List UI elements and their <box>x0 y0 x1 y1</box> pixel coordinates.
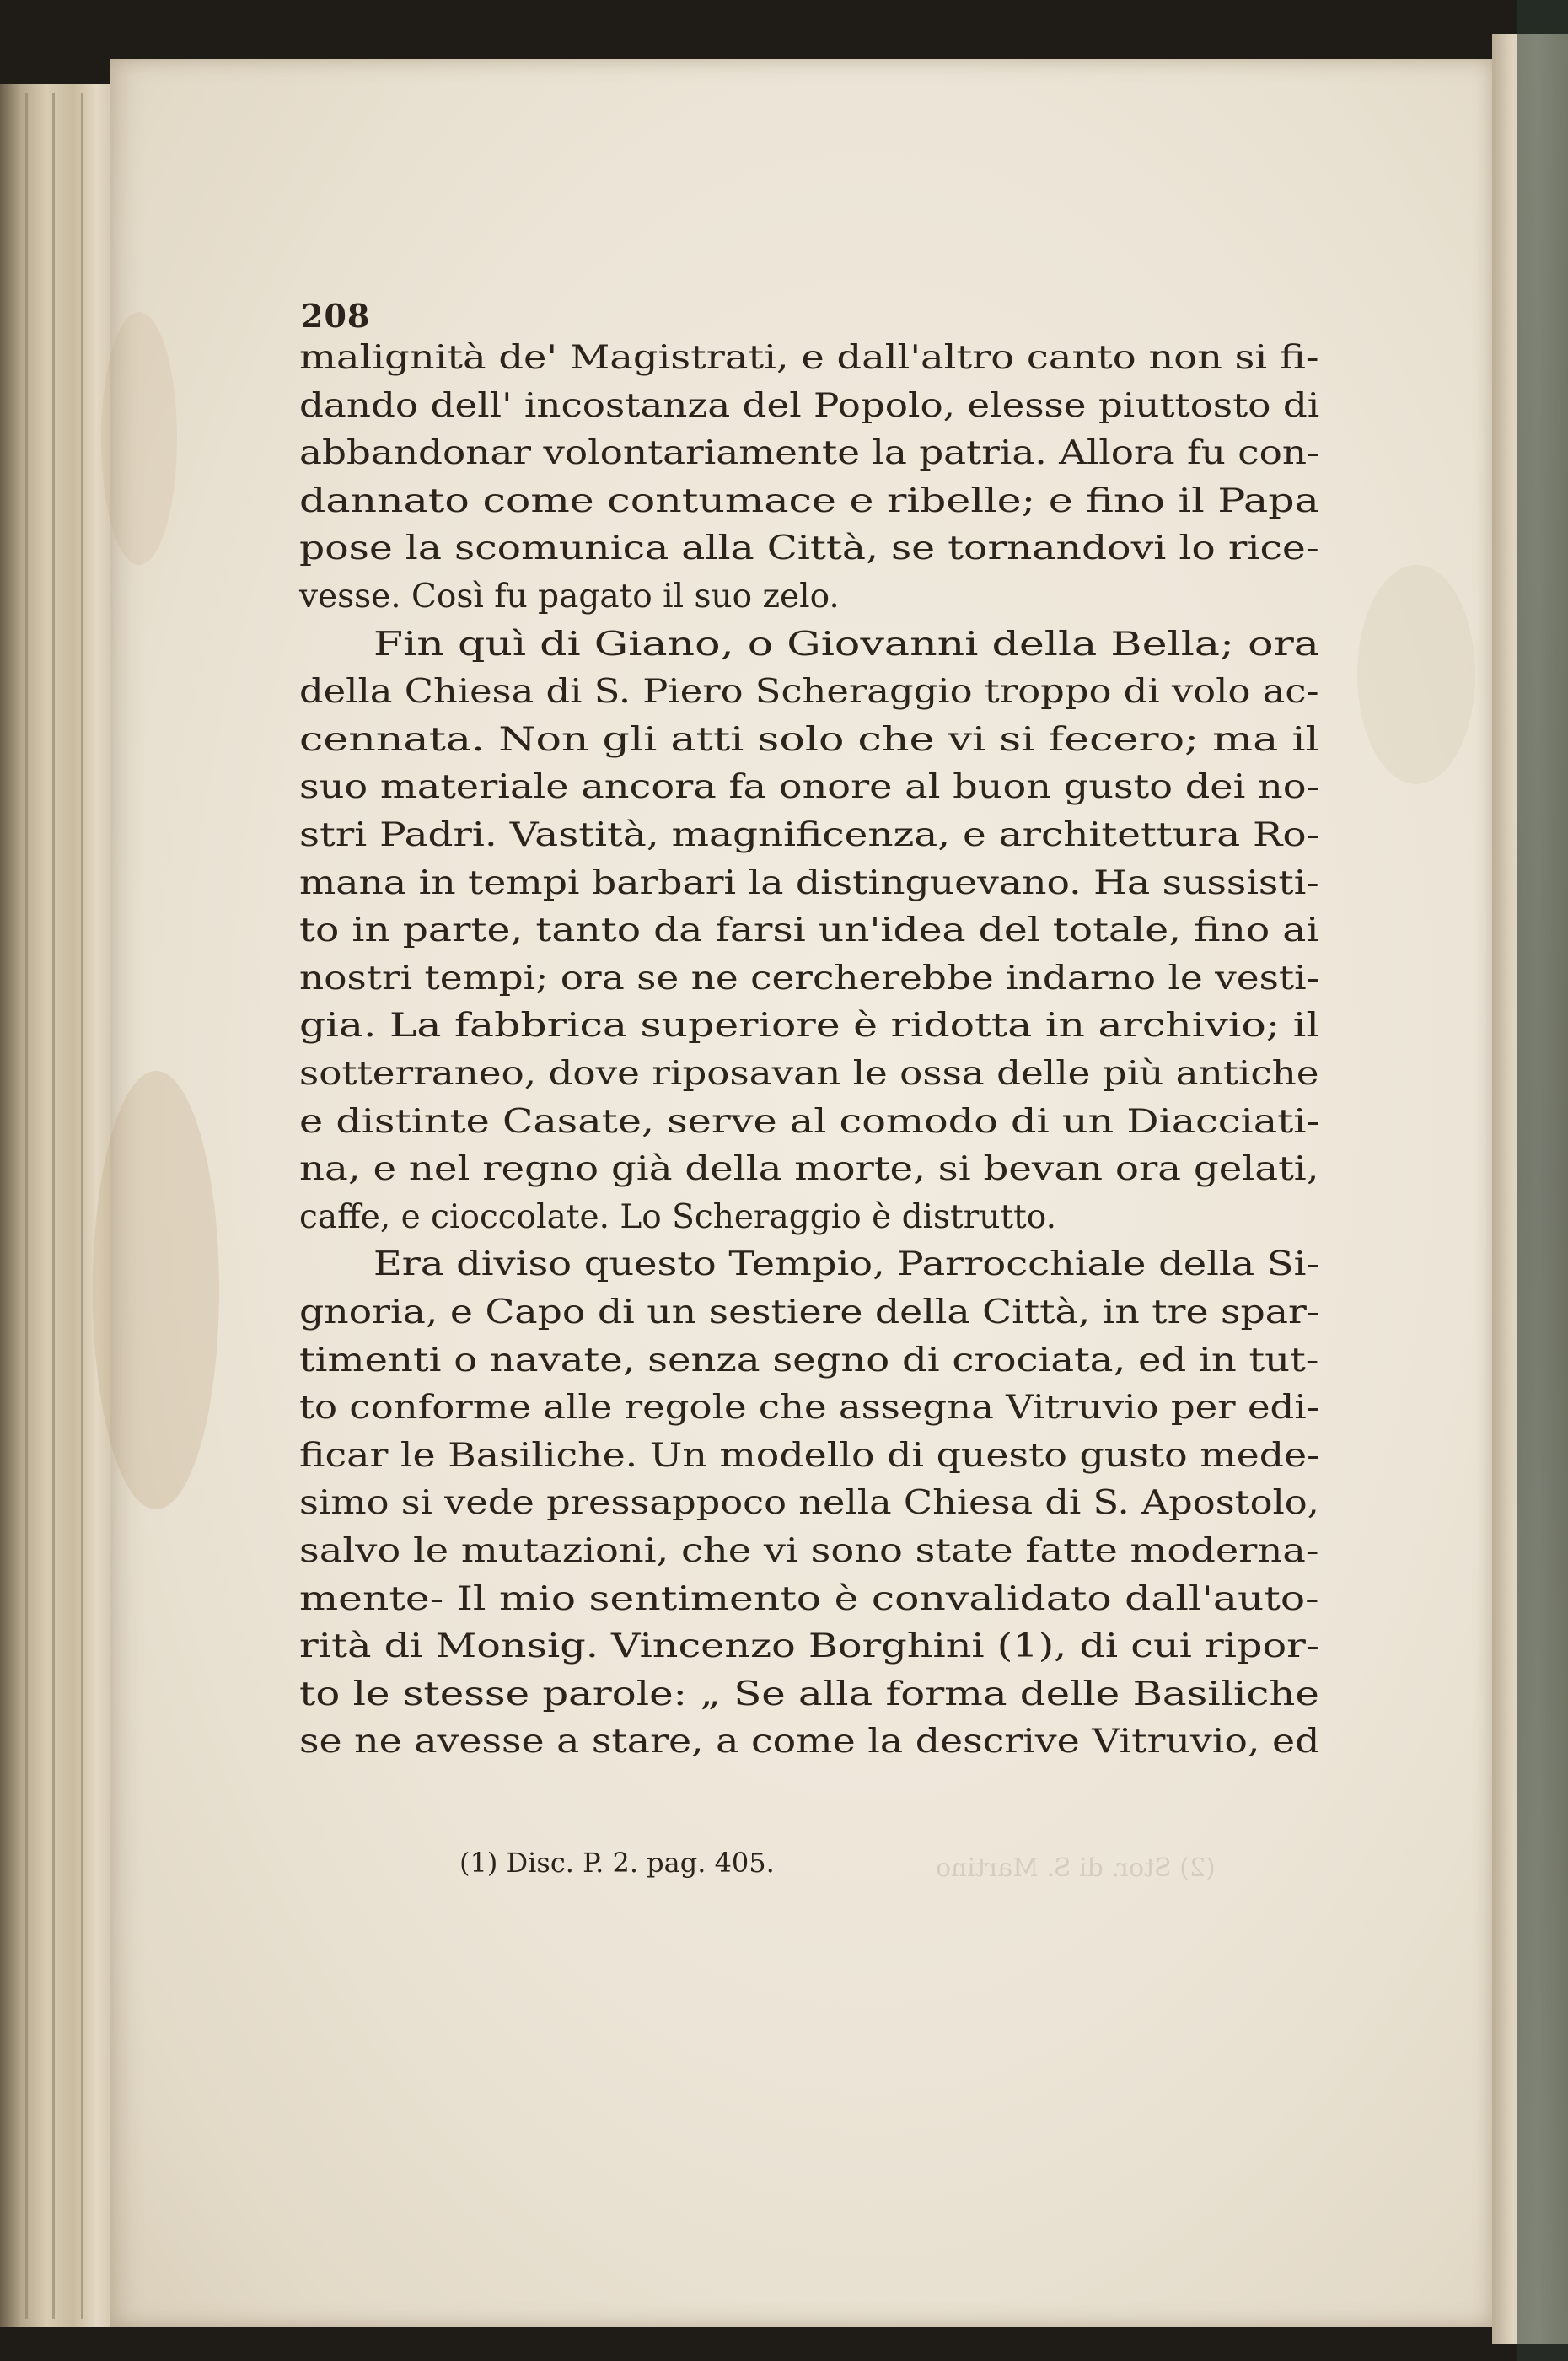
text-line: gia. La fabbrica superiore è ridotta in archivio; il <box>299 1007 1319 1046</box>
text-line: mana in tempi barbari la distinguevano. Ha sussisti- <box>299 863 1319 902</box>
page-edge-line <box>81 93 83 2319</box>
text-line: pose la scomunica alla Città, se tornandovi lo rice- <box>299 530 1319 568</box>
text-line: cennata. Non gli atti solo che vi si fecero; ma il <box>299 720 1319 759</box>
text-line: vesse. Così fu pagato il suo zelo. <box>299 578 840 616</box>
text-line: dannato come contumace e ribelle; e fino il Papa <box>299 481 1319 520</box>
page-number: 208 <box>301 297 371 335</box>
text-line: to le stesse parole: „ Se alla forma delle Basiliche <box>299 1675 1319 1713</box>
text-line: dando dell' incostanza del Popolo, elesse piuttosto di <box>299 386 1320 425</box>
text-line: della Chiesa di S. Piero Scheraggio troppo di volo ac- <box>299 673 1319 712</box>
text-line: se ne avesse a stare, a come la descrive Vitruvio, ed <box>299 1723 1320 1761</box>
text-line: timenti o navate, senza segno di crociata, ed in tut- <box>299 1341 1319 1379</box>
text-line: caffe, e cioccolate. Lo Scheraggio è distrutto. <box>299 1197 1056 1236</box>
text-line: rità di Monsig. Vincenzo Borghini (1), di cui ripor- <box>299 1627 1320 1666</box>
page-edge-line <box>52 93 55 2319</box>
page-edge-line <box>25 93 28 2319</box>
paper-stain <box>101 312 177 565</box>
text-line: salvo le mutazioni, che vi sono state fatte moderna- <box>299 1532 1319 1570</box>
text-line: suo materiale ancora fa onore al buon gusto dei no- <box>299 768 1320 807</box>
paper-stain <box>93 1071 219 1509</box>
text-line: e distinte Casate, serve al comodo di un Diacciati- <box>299 1102 1320 1141</box>
footnote: (1) Disc. P. 2. pag. 405. <box>459 1847 775 1879</box>
text-line: mente- Il mio sentimento è convalidato dall'auto- <box>299 1579 1319 1618</box>
text-line: to in parte, tanto da farsi un'idea del totale, fino ai <box>299 912 1319 950</box>
text-line: gnoria, e Capo di un sestiere della Città, in tre spar- <box>299 1293 1320 1331</box>
text-line: nostri tempi; ora se ne cercherebbe indarno le vesti- <box>299 959 1319 998</box>
text-line: stri Padri. Vastità, magnificenza, e architettura Ro- <box>299 816 1320 854</box>
bleed-through-text: (2) Stor. di S. Martino <box>936 1853 1216 1883</box>
book-cover-edge <box>1517 0 1568 2361</box>
text-line: simo si vede pressappoco nella Chiesa di S. Apostolo, <box>299 1484 1319 1523</box>
text-line: Era diviso questo Tempio, Parrocchiale della Si- <box>373 1245 1320 1284</box>
text-line: na, e nel regno già della morte, si bevan ora gelati, <box>299 1150 1319 1189</box>
text-line: abbandonar volontariamente la patria. Allora fu con- <box>299 434 1320 473</box>
text-line: to conforme alle regole che assegna Vitruvio per edi- <box>299 1389 1319 1428</box>
text-line: sotterraneo, dove riposavan le ossa delle più antiche <box>299 1055 1319 1093</box>
text-line: ficar le Basiliche. Un modello di questo gusto mede- <box>299 1436 1320 1475</box>
text-line: Fin quì di Giano, o Giovanni della Bella; ora <box>373 625 1319 664</box>
text-line: malignità de' Magistrati, e dall'altro canto non si fi- <box>299 339 1319 377</box>
paper-stain <box>1357 565 1475 784</box>
